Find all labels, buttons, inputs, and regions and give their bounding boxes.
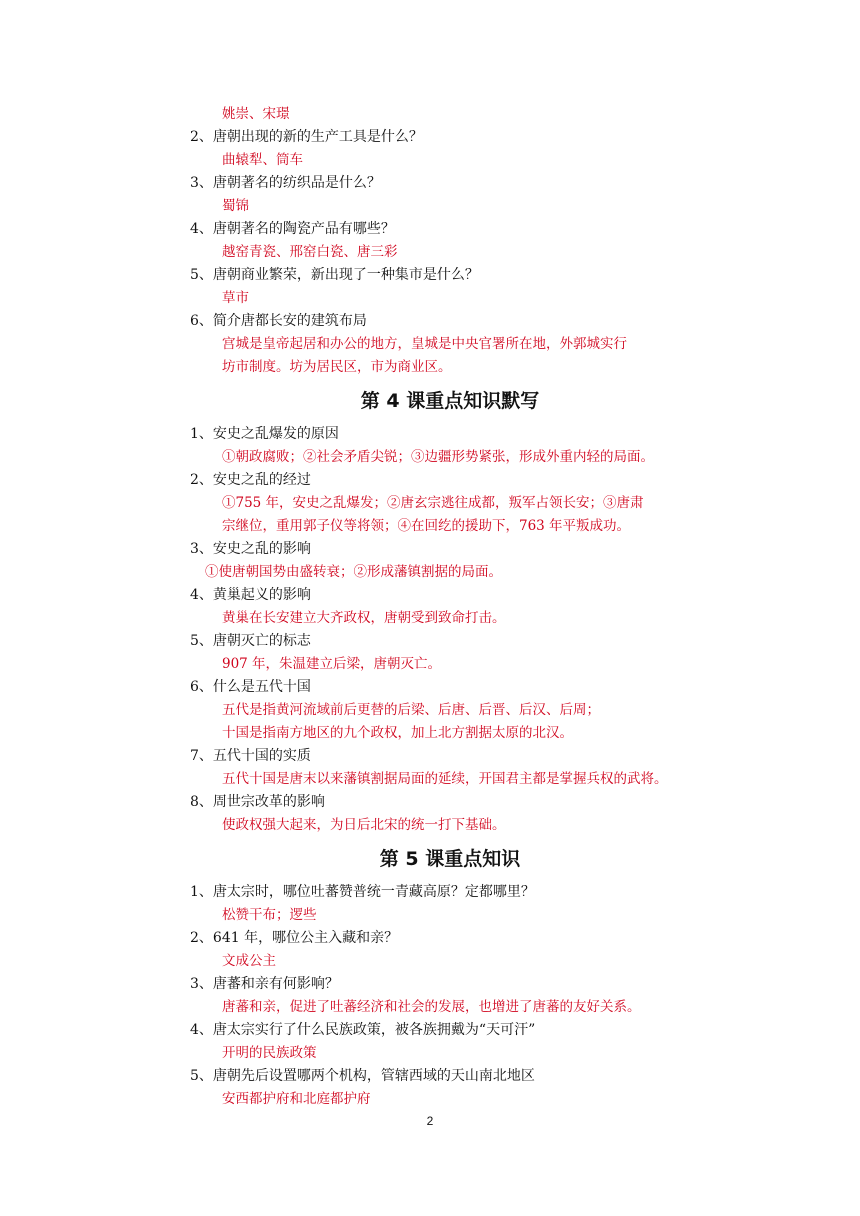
- question-line: 4、唐朝著名的陶瓷产品有哪些？: [190, 221, 395, 237]
- intro-qa-item: [190, 172, 750, 218]
- question-line: 3、唐朝著名的纺织品是什么？: [190, 175, 381, 191]
- intro-qa-item: [190, 310, 750, 379]
- question-line: 5、唐朝灭亡的标志: [190, 633, 311, 649]
- question-line: 6、什么是五代十国: [190, 679, 311, 695]
- lesson4-qa-item: [190, 676, 750, 745]
- answer-line: 五代是指黄河流域前后更替的后梁、后唐、后晋、后汉、后周；: [222, 702, 600, 718]
- answer-line: 开明的民族政策: [222, 1045, 317, 1061]
- answer-line: 使政权强大起来，为日后北宋的统一打下基础。: [222, 817, 506, 833]
- intro-qa-item: [190, 264, 750, 310]
- intro-qa-item: [190, 126, 750, 172]
- page-content: [190, 103, 750, 1111]
- question-line: 2、安史之乱的经过: [190, 472, 311, 488]
- lesson4-qa-item: [190, 423, 750, 469]
- intro-qa-item: [190, 218, 750, 264]
- answer-line: 宗继位，重用郭子仪等将领；④在回纥的援助下，763 年平叛成功。: [222, 518, 631, 534]
- question-line: 5、唐朝商业繁荣，新出现了一种集市是什么？: [190, 267, 479, 283]
- answer-line: ①使唐朝国势由盛转衰；②形成藩镇割据的局面。: [205, 564, 502, 580]
- question-line: 3、安史之乱的影响: [190, 541, 311, 557]
- question-line: 1、唐太宗时，哪位吐蕃赞普统一青藏高原？定都哪里？: [190, 884, 535, 900]
- question-line: 8、周世宗改革的影响: [190, 794, 325, 810]
- question-line: 2、唐朝出现的新的生产工具是什么？: [190, 129, 423, 145]
- answer-line: 松赞干布；逻些: [222, 907, 317, 923]
- answer-line: 宫城是皇帝起居和办公的地方，皇城是中央官署所在地，外郭城实行: [222, 336, 627, 352]
- question-line: 6、简介唐都长安的建筑布局: [190, 313, 367, 329]
- answer-line: ①朝政腐败；②社会矛盾尖锐；③边疆形势紧张，形成外重内轻的局面。: [222, 449, 654, 465]
- section-heading-lesson4: 第 4 课重点知识默写: [360, 390, 540, 412]
- answer-line: 五代十国是唐末以来藩镇割据局面的延续，开国君主都是掌握兵权的武将。: [222, 771, 668, 787]
- answer-line: 姚崇、宋璟: [222, 106, 290, 122]
- lesson5-qa-item: [190, 881, 750, 927]
- section-heading-lesson5: 第 5 课重点知识: [379, 848, 521, 870]
- answer-line: 坊市制度。坊为居民区，市为商业区。: [222, 359, 452, 375]
- lesson4-qa-item: [190, 745, 750, 791]
- answer-line: 安西都护府和北庭都护府: [222, 1091, 371, 1107]
- answer-line: 文成公主: [222, 953, 276, 969]
- question-line: 7、五代十国的实质: [190, 748, 311, 764]
- question-line: 2、641 年，哪位公主入藏和亲？: [190, 930, 399, 946]
- question-line: 5、唐朝先后设置哪两个机构，管辖西域的天山南北地区: [190, 1068, 535, 1084]
- lesson5-qa-item: [190, 1019, 750, 1065]
- answer-line: 越窑青瓷、邢窑白瓷、唐三彩: [222, 244, 398, 260]
- lesson5-qa-item: [190, 973, 750, 1019]
- answer-line: ①755 年，安史之乱爆发；②唐玄宗逃往成都，叛军占领长安；③唐肃: [222, 495, 644, 511]
- lesson5-qa-item: [190, 927, 750, 973]
- answer-line: 十国是指南方地区的九个政权，加上北方割据太原的北汉。: [222, 725, 573, 741]
- answer-line: 黄巢在长安建立大齐政权，唐朝受到致命打击。: [222, 610, 506, 626]
- lesson4-qa-item: [190, 469, 750, 538]
- answer-line: 曲辕犁、筒车: [222, 152, 303, 168]
- page-number: 2: [426, 1114, 434, 1128]
- answer-line: 蜀锦: [222, 198, 249, 214]
- question-line: 4、唐太宗实行了什么民族政策，被各族拥戴为“天可汗”: [190, 1022, 536, 1038]
- question-line: 4、黄巢起义的影响: [190, 587, 311, 603]
- lesson4-qa-item: [190, 791, 750, 837]
- answer-line: 907 年，朱温建立后梁，唐朝灭亡。: [222, 656, 442, 672]
- lesson4-qa-item: [190, 538, 750, 584]
- question-line: 3、唐蕃和亲有何影响？: [190, 976, 339, 992]
- question-line: 1、安史之乱爆发的原因: [190, 426, 339, 442]
- lesson5-qa-item: [190, 1065, 750, 1111]
- answer-line: 唐蕃和亲，促进了吐蕃经济和社会的发展，也增进了唐蕃的友好关系。: [222, 999, 641, 1015]
- answer-line: 草市: [222, 290, 249, 306]
- lesson4-qa-item: [190, 630, 750, 676]
- lesson4-qa-item: [190, 584, 750, 630]
